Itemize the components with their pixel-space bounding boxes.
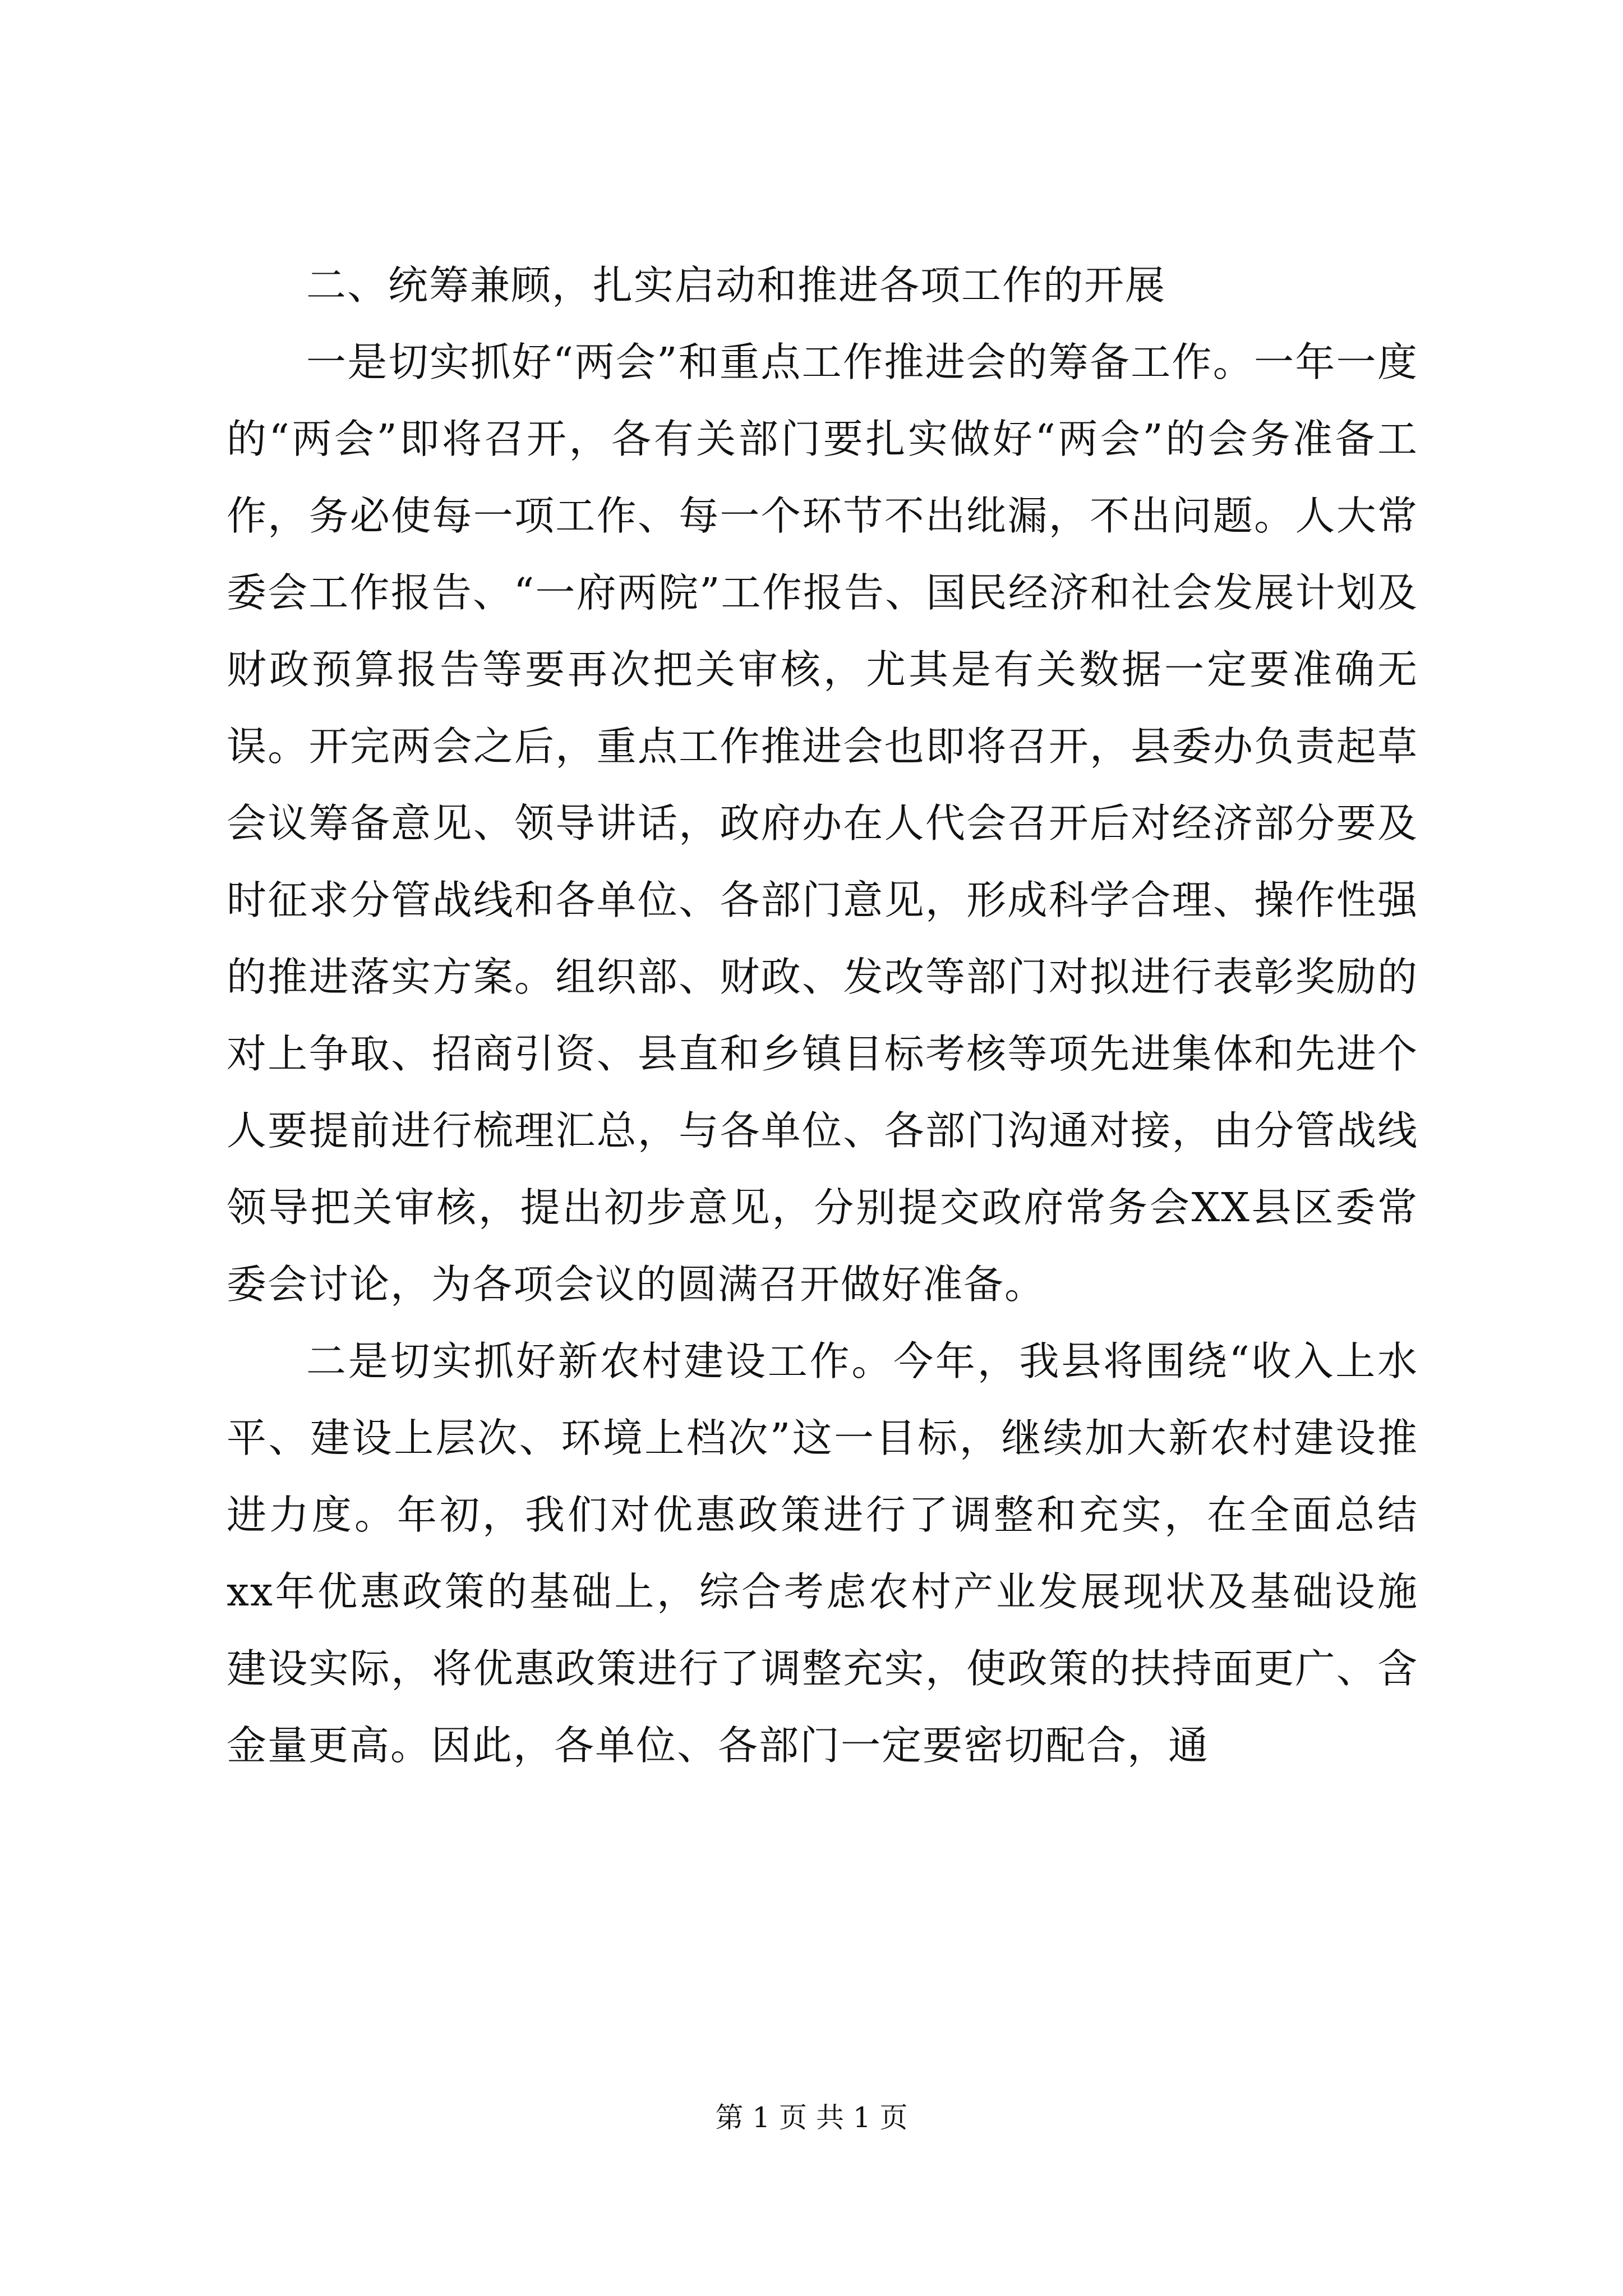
paragraph-2: 二是切实抓好新农村建设工作。今年，我县将围绕“收入上水平、建设上层次、环境上档次”这一目标，继续加大新农村建设推进力度。年初，我们对优惠政策进行了调整和充实，在全面总结xx年优惠政策的基础上，综合考虑农村产业发展现状及基础设施建设实际，将优惠政策进行了调整充实，使政策的扶持面更广、含金量更高。因此，各单位、各部门一定要密切配合，通 bbox=[227, 1338, 1418, 1769]
paragraph-1: 一是切实抓好“两会”和重点工作推进会的筹备工作。一年一度的“两会”即将召开，各有关部门要扎实做好“两会”的会务准备工作，务必使每一项工作、每一个环节不出纰漏，不出问题。人大常委会工作报告、“一府两院”工作报告、国民经济和社会发展计划及财政预算报告等要再次把关审核，尤其是有关数据一定要准确无误。开完两会之后，重点工作推进会也即将召开，县委办负责起草会议筹备意见、领导讲话，政府办在人代会召开后对经济部分要及时征求分管战线和各单位、各部门意见，形成科学合理、操作性强的推进落实方案。组织部、财政、发改等部门对拟进行表彰奖励的对上争取、招商引资、县直和乡镇目标考核等项先进集体和先进个人要提前进行梳理汇总，与各单位、各部门沟通对接，由分管战线领导把关审核，提出初步意见，分别提交政府常务会XX县区委常委会讨论，为各项会议的圆满召开做好准备。 bbox=[227, 339, 1418, 1308]
document-body bbox=[227, 247, 1418, 1784]
section-heading: 二、统筹兼顾，扎实启动和推进各项工作的开展 bbox=[306, 262, 1166, 309]
page-footer: 第 1 页 共 1 页 bbox=[715, 2101, 908, 2134]
